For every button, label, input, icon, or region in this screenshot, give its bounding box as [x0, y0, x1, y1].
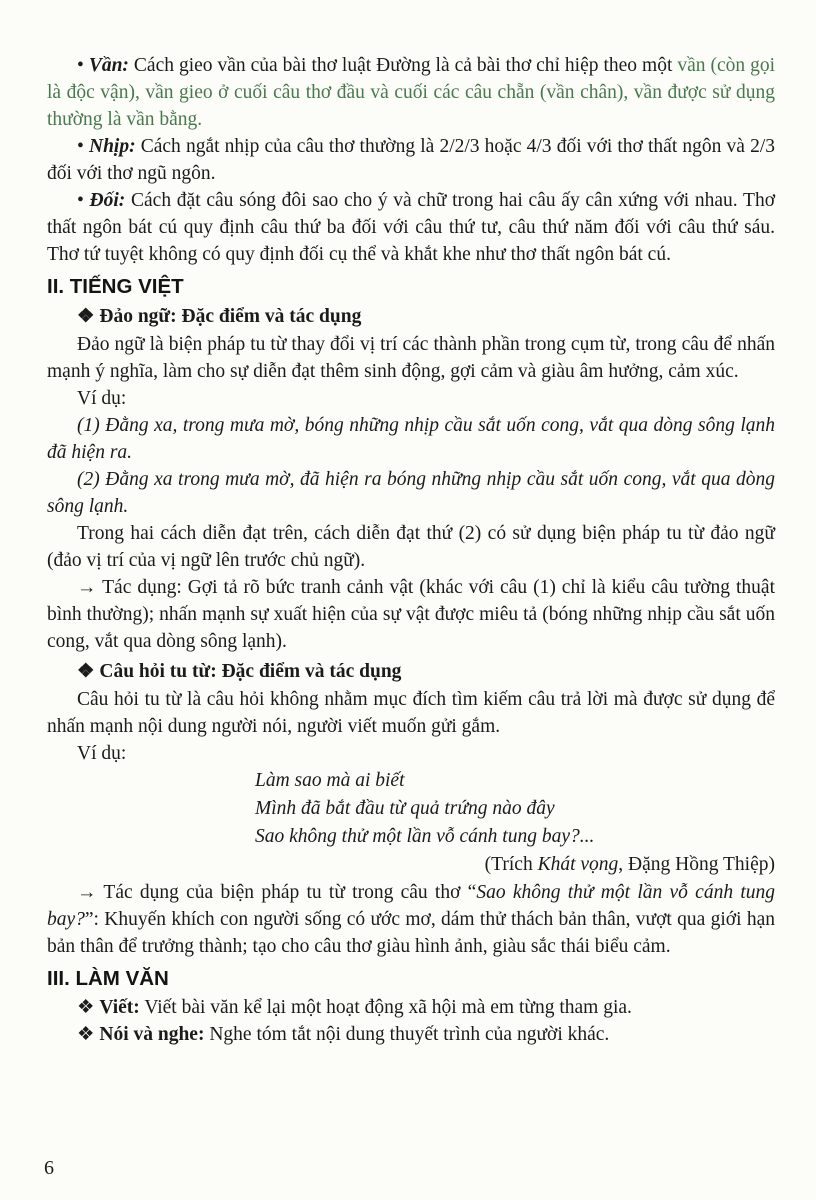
example-2: (2) Đằng xa trong mưa mờ, đã hiện ra bóng những nhịp cầu sắt uốn cong, vắt qua dòng sông lạnh.: [47, 469, 775, 517]
paragraph-cau-hoi-definition: Câu hỏi tu từ là câu hỏi không nhằm mục đích tìm kiếm câu trả lời mà được sử dụng để nhấn mạnh nội dung người nói, người viết muốn gửi gắm.: [47, 689, 775, 737]
diamond-bullet-icon: ❖: [77, 1024, 95, 1045]
bullet-van-lead: Vần:: [88, 55, 129, 76]
tac-dung-post: ”: Khuyến khích con người sống có ước mơ, dám thử thách bản thân, vượt qua giới hạn bản thân để trưởng thành; tạo cho câu thơ giàu hình ảnh, giàu sắc thái biểu cảm.: [47, 909, 775, 957]
page-number: 6: [44, 1157, 54, 1179]
subheading-dao-ngu-title: Đảo ngữ: Đặc điểm và tác dụng: [99, 306, 362, 327]
item-noi-va-nghe: [47, 1021, 775, 1048]
section-heading-lam-van: III. LÀM VĂN: [47, 967, 169, 990]
label-vi-du-1: Ví dụ:: [77, 388, 127, 409]
diamond-bullet-icon: ❖: [77, 306, 95, 327]
bullet-icon: •: [77, 136, 84, 157]
diamond-bullet-icon: ❖: [77, 661, 95, 682]
bullet-doi-lead: Đối:: [89, 190, 126, 211]
diamond-bullet-icon: ❖: [77, 997, 95, 1018]
bullet-icon: •: [77, 55, 84, 76]
item-viet: [47, 994, 775, 1021]
bullet-nhip-text: Cách ngắt nhịp của câu thơ thường là 2/2/3 hoặc 4/3 đối với thơ thất ngôn và 2/3 đối với thơ ngũ ngôn.: [47, 136, 776, 184]
poem-line: Sao không thử một lần vỗ cánh tung bay?...: [255, 826, 595, 847]
bullet-doi-text: Cách đặt câu sóng đôi sao cho ý và chữ trong hai câu ấy cân xứng với nhau. Thơ thất ngôn bát cú quy định câu thứ ba đối với câu thứ tư, câu thứ năm đối với câu thứ sáu. Thơ tứ tuyệt không có quy định đối cụ thể và khắt khe như thơ thất ngôn bát cú.: [47, 190, 776, 265]
paragraph-tac-dung-dao-ngu: → Tác dụng: Gợi tả rõ bức tranh cảnh vật (khác với câu (1) chỉ là kiểu câu tường thuật bình thường); nhấn mạnh sự xuất hiện của sự vật được miêu tả (bóng những nhịp cầu sắt uốn cong, vắt qua dòng sông lạnh).: [47, 577, 775, 652]
tac-dung-pre: → Tác dụng của biện pháp tu từ trong câu thơ “: [77, 882, 477, 903]
attribution-work-title: Khát vọng: [537, 854, 619, 875]
bullet-van-text-green: vần (còn gọi là độc vận), vần gieo ở cuối câu thơ đầu và cuối các câu chẵn (vần chân), vần được sử dụng thường là vần bằng.: [47, 55, 776, 130]
attribution-pre: (Trích: [484, 854, 538, 875]
label-vi-du-2: Ví dụ:: [77, 743, 127, 764]
item-noi-va-nghe-lead: Nói và nghe:: [99, 1024, 205, 1045]
bullet-icon: •: [77, 190, 84, 211]
attribution-post: , Đặng Hồng Thiệp): [618, 854, 775, 875]
item-noi-va-nghe-text: Nghe tóm tắt nội dung thuyết trình của người khác.: [209, 1024, 610, 1045]
poem-line: Mình đã bắt đầu từ quả trứng nào đây: [255, 798, 555, 819]
poem-line: Làm sao mà ai biết: [255, 770, 405, 791]
bullet-van: [47, 52, 775, 133]
tac-dung-quote: Sao không thử một lần vỗ cánh tung bay?: [47, 882, 776, 930]
paragraph-dao-ngu-definition: Đảo ngữ là biện pháp tu từ thay đổi vị trí các thành phần trong cụm từ, trong câu để nhấn mạnh ý nghĩa, làm cho sự diễn đạt thêm sinh động, gợi cảm và giàu âm hưởng, cảm xúc.: [47, 334, 775, 382]
bullet-nhip-lead: Nhịp:: [88, 136, 136, 157]
poem-block: [255, 767, 775, 851]
poem-attribution: [47, 851, 775, 879]
subheading-dao-ngu: [47, 303, 775, 330]
example-1: (1) Đằng xa, trong mưa mờ, bóng những nhịp cầu sắt uốn cong, vắt qua dòng sông lạnh đã hiện ra.: [47, 415, 775, 463]
item-viet-lead: Viết:: [99, 997, 140, 1018]
item-viet-text: Viết bài văn kể lại một hoạt động xã hội mà em từng tham gia.: [144, 997, 632, 1018]
bullet-nhip: [47, 133, 775, 187]
bullet-van-text: Cách gieo vần của bài thơ luật Đường là cả bài thơ chỉ hiệp theo một: [133, 55, 673, 76]
section-heading-tieng-viet: II. TIẾNG VIỆT: [47, 275, 184, 298]
paragraph-tac-dung-cau-hoi: [47, 879, 775, 960]
bullet-doi: [47, 187, 775, 268]
subheading-cau-hoi-tu-tu-title: Câu hỏi tu từ: Đặc điểm và tác dụng: [99, 661, 402, 682]
subheading-cau-hoi-tu-tu: [47, 658, 775, 685]
paragraph-comparison: Trong hai cách diễn đạt trên, cách diễn đạt thứ (2) có sử dụng biện pháp tu từ đảo ngữ (đảo vị trí của vị ngữ lên trước chủ ngữ).: [47, 523, 775, 571]
